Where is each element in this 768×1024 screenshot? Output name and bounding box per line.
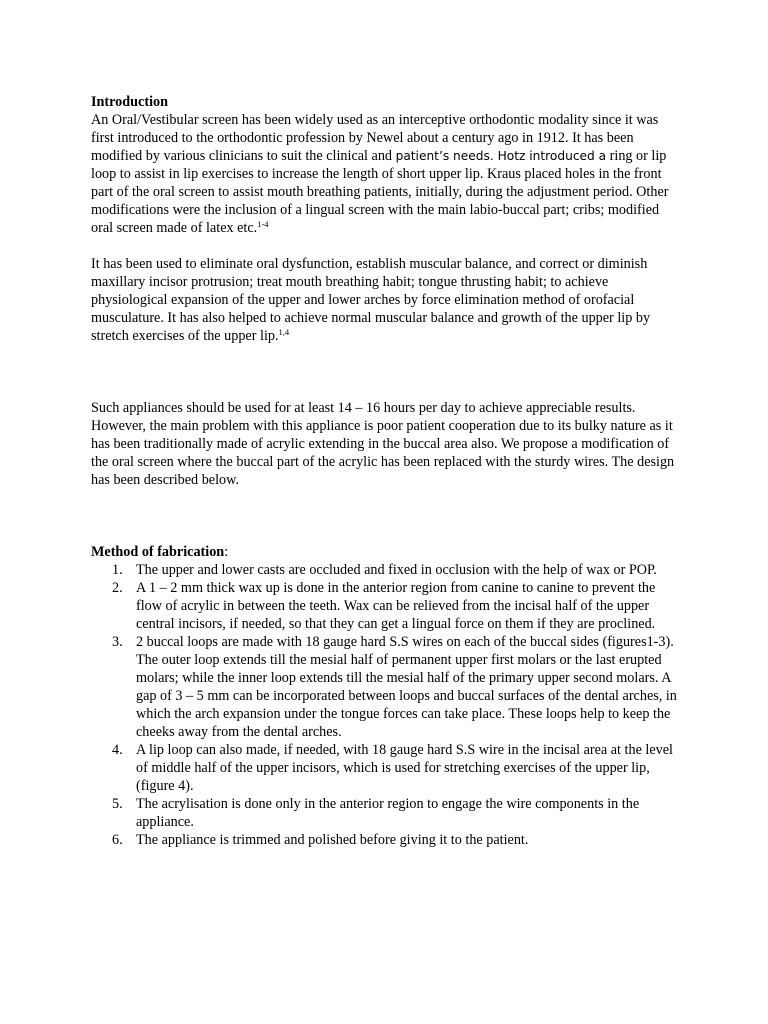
list-item — [91, 831, 681, 849]
list-item-number: 2. — [112, 580, 123, 596]
list-item — [91, 561, 681, 579]
list-item-text: The acrylisation is done only in the anterior region to engage the wire components in the appliance. — [136, 796, 640, 830]
list-item-text: The appliance is trimmed and polished before giving it to the patient. — [136, 832, 529, 848]
introduction-paragraph-2 — [91, 255, 681, 345]
p2-reference: 1,4 — [278, 327, 290, 337]
introduction-paragraph-1 — [91, 111, 681, 237]
p1-text-alt-font: patient’s needs. Hotz introduced a — [395, 149, 607, 163]
method-heading — [91, 543, 681, 561]
introduction-heading: Introduction — [91, 94, 168, 110]
list-item-number: 3. — [112, 634, 123, 650]
list-item-number: 5. — [112, 796, 123, 812]
p1-text-start: An Oral/Vestibular screen has been widely used as an interceptive orthodontic modality since it was first introduced to the orthodontic profession by Newel about a century ago in 1912. It has been modified by various clinicians to suit the clinical and — [91, 112, 659, 164]
list-item-text: The upper and lower casts are occluded and fixed in occlusion with the help of wax or POP. — [136, 562, 657, 578]
method-heading-text: Method of fabrication — [91, 544, 225, 560]
p1-reference: 1-4 — [257, 219, 269, 229]
list-item-text: A lip loop can also made, if needed, with 18 gauge hard S.S wire in the incisal area at the level of middle half of the upper incisors, which is used for stretching exercises of the upper lip, (figure 4). — [136, 742, 673, 794]
list-item-number: 6. — [112, 832, 123, 848]
list-item-number: 4. — [112, 742, 123, 758]
document-page — [91, 93, 681, 849]
list-item — [91, 741, 681, 795]
list-item — [91, 795, 681, 831]
list-item-text: 2 buccal loops are made with 18 gauge hard S.S wires on each of the buccal sides (figures1-3). The outer loop extends till the mesial half of permanent upper first molars or the last erupted molars; while the inner loop extends till the mesial half of the primary upper second molars. A gap of 3 – 5 mm can be incorporated between loops and buccal surfaces of the dental arches, in which the arch expansion under the tongue forces can take place. These loops help to keep the cheeks away from the dental arches. — [136, 634, 677, 740]
list-item-text: A 1 – 2 mm thick wax up is done in the anterior region from canine to canine to prevent the flow of acrylic in between the teeth. Wax can be relieved from the incisal half of the upper central incisors, if needed, so that they can get a lingual force on them if they are proclined. — [136, 580, 656, 632]
p1-text-end: ring or lip loop to assist in lip exercises to increase the length of short upper lip. Kraus placed holes in the front part of the oral screen to assist mouth breathing patients, initially, during the adjustment period. Other modifications were the inclusion of a lingual screen with the main labio-buccal part; cribs; modified oral screen made of latex etc. — [91, 148, 669, 236]
list-item-number: 1. — [112, 562, 123, 578]
list-item — [91, 579, 681, 633]
p2-text: It has been used to eliminate oral dysfunction, establish muscular balance, and correct or diminish maxillary incisor protrusion; treat mouth breathing habit; tongue thrusting habit; to achieve physiological expansion of the upper and lower arches by force elimination method of orofacial musculature. It has also helped to achieve normal muscular balance and growth of the upper lip by stretch exercises of the upper lip. — [91, 256, 651, 344]
method-heading-colon: : — [224, 544, 229, 560]
fabrication-steps-list — [91, 561, 681, 849]
introduction-paragraph-3: Such appliances should be used for at least 14 – 16 hours per day to achieve appreciable results. However, the main problem with this appliance is poor patient cooperation due to its bulky nature as it has been traditionally made of acrylic extending in the buccal area also. We propose a modification of the oral screen where the buccal part of the acrylic has been replaced with the sturdy wires. The design has been described below. — [91, 400, 675, 488]
list-item — [91, 633, 681, 741]
